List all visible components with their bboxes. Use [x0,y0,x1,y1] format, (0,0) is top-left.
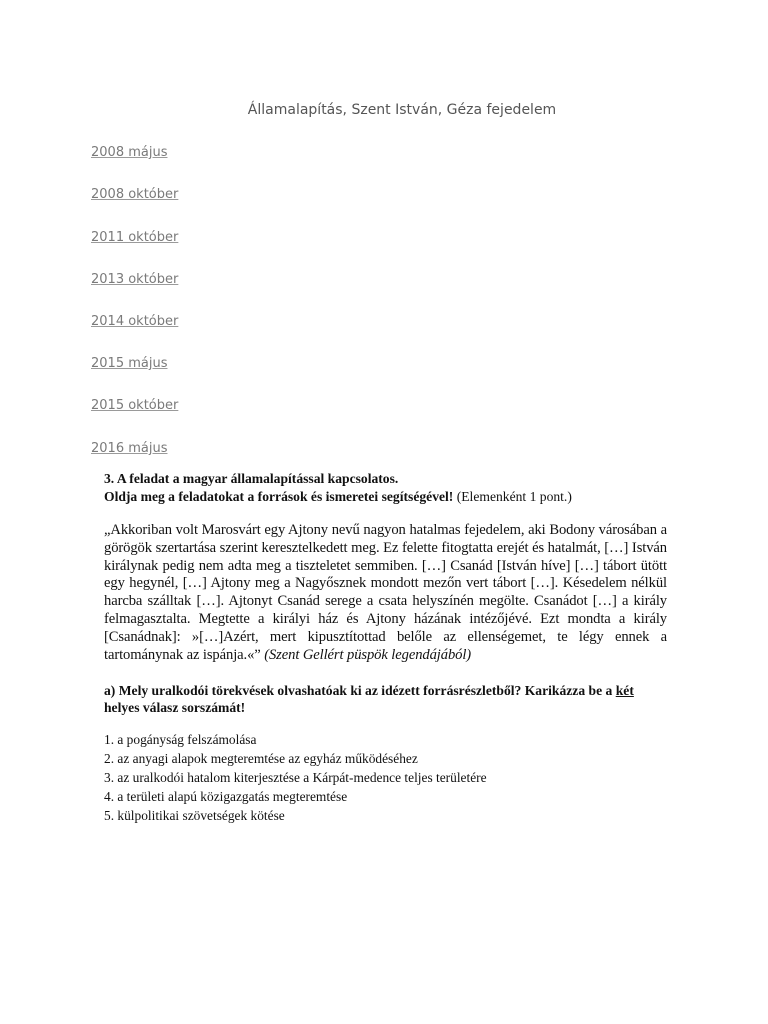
link-2015-oktober[interactable]: 2015 október [91,398,179,413]
answer-option: 2. az anyagi alapok megteremtése az egyház működéséhez [104,751,418,767]
answer-option: 4. a területi alapú közigazgatás megteremtése [104,789,348,805]
task-instruction-bold: Oldja meg a feladatokat a források és ismeretei segítségével! [104,489,454,504]
task-heading: 3. A feladat a magyar államalapítással kapcsolatos. [104,471,399,486]
link-2008-oktober[interactable]: 2008 október [91,187,179,202]
answer-option: 1. a pogányság felszámolása [104,732,257,748]
answer-option: 5. külpolitikai szövetségek kötése [104,808,285,824]
link-2011-oktober[interactable]: 2011 október [91,230,179,245]
scanned-exam-task [104,470,667,825]
source-quote [104,522,667,664]
task-instruction [104,488,667,506]
link-2008-majus[interactable]: 2008 május [91,145,168,160]
source-attribution: (Szent Gellért püspök legendájából) [260,646,472,663]
question-a-underlined: két [615,683,634,699]
answer-options [104,730,667,825]
page-title: Államalapítás, Szent István, Géza fejedelem [247,102,557,118]
question-a-text-1: a) Mely uralkodói törekvések olvashatóak ki az idézett forrásrészletből? Karikázza be a [104,683,616,699]
source-quote-text: „Akkoriban volt Marosvárt egy Ajtony nevű nagyon hatalmas fejedelem, aki Bodony városában a görögök szertartása szerint keresztelkedett meg. Ez felette fitogtatta erejét és hatalmát, […] István királynak pedig nem adta meg a tiszteletet semmiben. […] Csanád [István híve] […] tábort ütött egy hegynél, […] Ajtony meg a Nagyősznek mondott mezőn vert tábort […]. Késedelem nélkül harcba szálltak […]. Ajtonyt Csanád serege a csata helyszínén megölte. Csanádot […] a király felmagasztalta. Megtette a királyi ház és Ajtony házának intézőjévé. Ezt mondta a király [Csanádnak]: »[…]Azért, mert kipusztítottad belőle az ellenségemet, te légy ennek a tartománynak az ispánja.«” [104,522,667,663]
link-2014-oktober[interactable]: 2014 október [91,314,179,329]
question-a [104,682,667,716]
link-2016-majus[interactable]: 2016 május [91,441,168,456]
task-points-note: (Elemenként 1 pont.) [453,489,572,504]
link-2013-oktober[interactable]: 2013 október [91,272,179,287]
answer-option: 3. az uralkodói hatalom kiterjesztése a Kárpát-medence teljes területére [104,770,487,786]
question-a-text-2: helyes válasz sorszámát! [104,700,246,716]
link-2015-majus[interactable]: 2015 május [91,356,168,371]
